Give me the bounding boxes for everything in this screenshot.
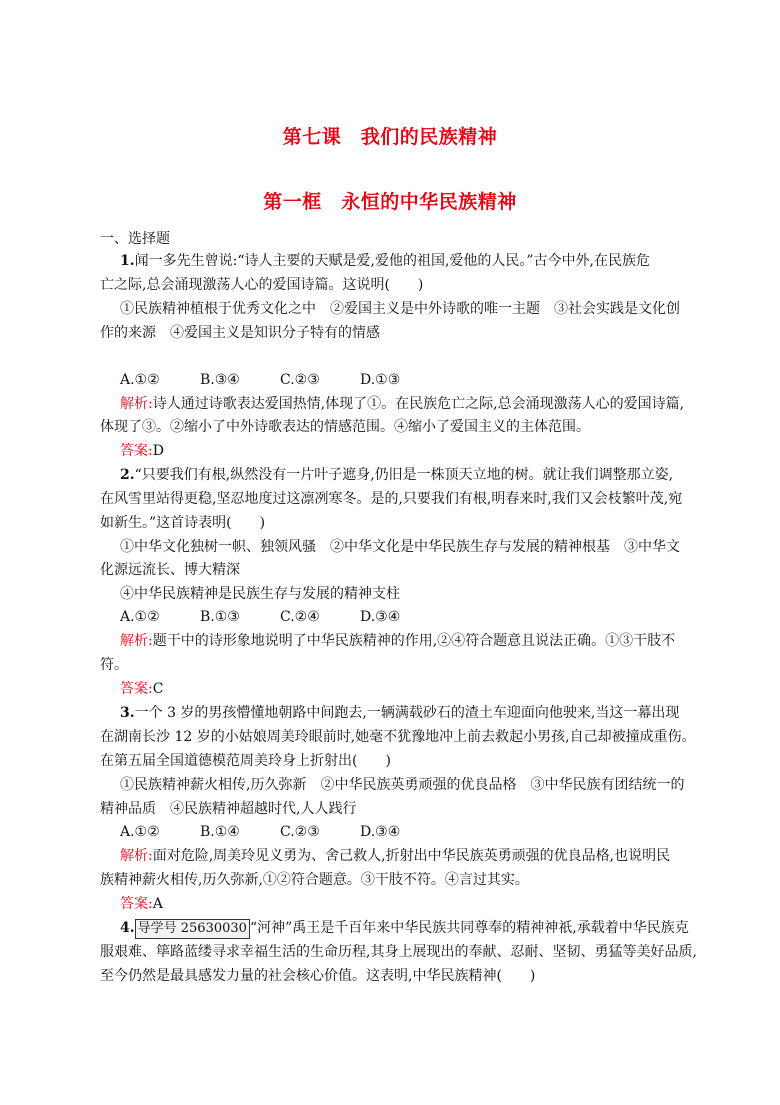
answer-label: 答案: — [120, 443, 153, 459]
q2-line-2: 在风雪里站得更稳,坚忍地度过这凛冽寒冬。是的,只要我们有根,明春来时,我们又会枝繁叶茂,宛 — [100, 491, 683, 507]
q4-line-2: 服艰难、筚路蓝缕寻求幸福生活的生命历程,其身上展现出的奉献、忍耐、坚韧、勇猛等美好品质, — [100, 944, 697, 960]
q1-answer: 答案:D — [120, 443, 164, 459]
q2-analysis-2: 符。 — [100, 657, 128, 673]
q2-option-a: A.①② — [120, 609, 160, 625]
q2-line-3: 如新生。”这首诗表明( ) — [100, 515, 266, 531]
q4-number: 4. — [120, 920, 135, 936]
q1-line-2: 亡之际,总会涌现激荡人心的爱国诗篇。这说明( ) — [100, 277, 424, 293]
q3-option-c: C.②③ — [280, 824, 320, 840]
q1-option-d: D.①③ — [360, 372, 401, 388]
q3-line-2: 在湖南长沙 12 岁的小姑娘周美玲眼前时,她毫不犹豫地冲上前去救起小男孩,自己却被撞成重伤。 — [100, 729, 696, 745]
section-heading: 一、选择题 — [100, 231, 170, 247]
q3-option-a: A.①② — [120, 824, 160, 840]
q3-analysis-1: 解析:面对危险,周美玲见义勇为、舍己救人,折射出中华民族英勇顽强的优良品格,也说明民 — [120, 848, 671, 864]
q2-number: 2. — [120, 467, 135, 483]
q1-analysis-2: 体现了③。②缩小了中外诗歌表达的情感范围。④缩小了爱国主义的主体范围。 — [100, 419, 590, 435]
analysis-label: 解析: — [120, 396, 153, 412]
q3-option-b: B.①④ — [200, 824, 240, 840]
q2-analysis-1: 解析:题干中的诗形象地说明了中华民族精神的作用,②④符合题意且说法正确。①③干肢不 — [120, 633, 676, 649]
lesson-title: 第七课 我们的民族精神 — [282, 126, 498, 148]
q2-answer: 答案:C — [120, 681, 164, 697]
q1-line-1: 1.闻一多先生曾说:“诗人主要的天赋是爱,爱他的祖国,爱他的人民。”古今中外,在民族危 — [120, 253, 651, 269]
q2-line-1: 2.“只要我们有根,纵然没有一片叶子遮身,仍旧是一株顶天立地的树。就让我们调整那立姿, — [120, 467, 674, 483]
q3-statement-2: 精神品质 ④民族精神超越时代,人人践行 — [100, 801, 357, 817]
section-title: 第一框 永恒的中华民族精神 — [263, 191, 517, 213]
q1-number: 1. — [120, 253, 135, 269]
q1-analysis-1: 解析:诗人通过诗歌表达爱国热情,体现了①。在民族危亡之际,总会涌现激荡人心的爱国诗篇, — [120, 396, 685, 412]
q3-options — [120, 821, 710, 843]
q3-number: 3. — [120, 705, 135, 721]
q2-option-c: C.②④ — [280, 609, 320, 625]
q1-option-b: B.③④ — [200, 372, 240, 388]
q2-option-d: D.③④ — [360, 609, 401, 625]
q2-statement-3: ④中华民族精神是民族生存与发展的精神支柱 — [120, 586, 400, 602]
q1-options — [120, 369, 710, 391]
q3-answer: 答案:A — [120, 896, 163, 912]
q1-statement-1: ①民族精神植根于优秀文化之中 ②爱国主义是中外诗歌的唯一主题 ③社会实践是文化创 — [120, 301, 680, 317]
q2-statement-2: 化源远流长、博大精深 — [100, 562, 240, 578]
q3-line-3: 在第五届全国道德模范周美玲身上折射出( ) — [100, 753, 391, 769]
q4-line-1: 4. 导学号 25630030 “河神”禹王是千百年来中华民族共同尊奉的精神神祇,承载着中华民族克 — [120, 917, 690, 939]
q3-line-1: 3.一个 3 岁的男孩懵懂地朝路中间跑去,一辆满载砂石的渣土车迎面向他驶来,当这一幕出现 — [120, 705, 680, 721]
q2-options — [120, 606, 710, 628]
q4-line-3: 至今仍然是最具感发力量的社会核心价值。这表明,中华民族精神( ) — [100, 968, 536, 984]
q1-option-a: A.①② — [120, 372, 160, 388]
q2-statement-1: ①中华文化独树一帜、独领风骚 ②中华文化是中华民族生存与发展的精神根基 ③中华文 — [120, 539, 680, 555]
guide-number-tag: 导学号 25630030 — [135, 919, 250, 939]
q1-statement-2: 作的来源 ④爱国主义是知识分子特有的情感 — [100, 325, 380, 341]
q2-option-b: B.①③ — [200, 609, 240, 625]
q3-option-d: D.③④ — [360, 824, 401, 840]
q3-analysis-2: 族精神薪火相传,历久弥新,①②符合题意。③干肢不符。④言过其实。 — [100, 872, 529, 888]
q1-option-c: C.②③ — [280, 372, 320, 388]
q3-statement-1: ①民族精神薪火相传,历久弥新 ②中华民族英勇顽强的优良品格 ③中华民族有团结统一的 — [120, 777, 685, 793]
